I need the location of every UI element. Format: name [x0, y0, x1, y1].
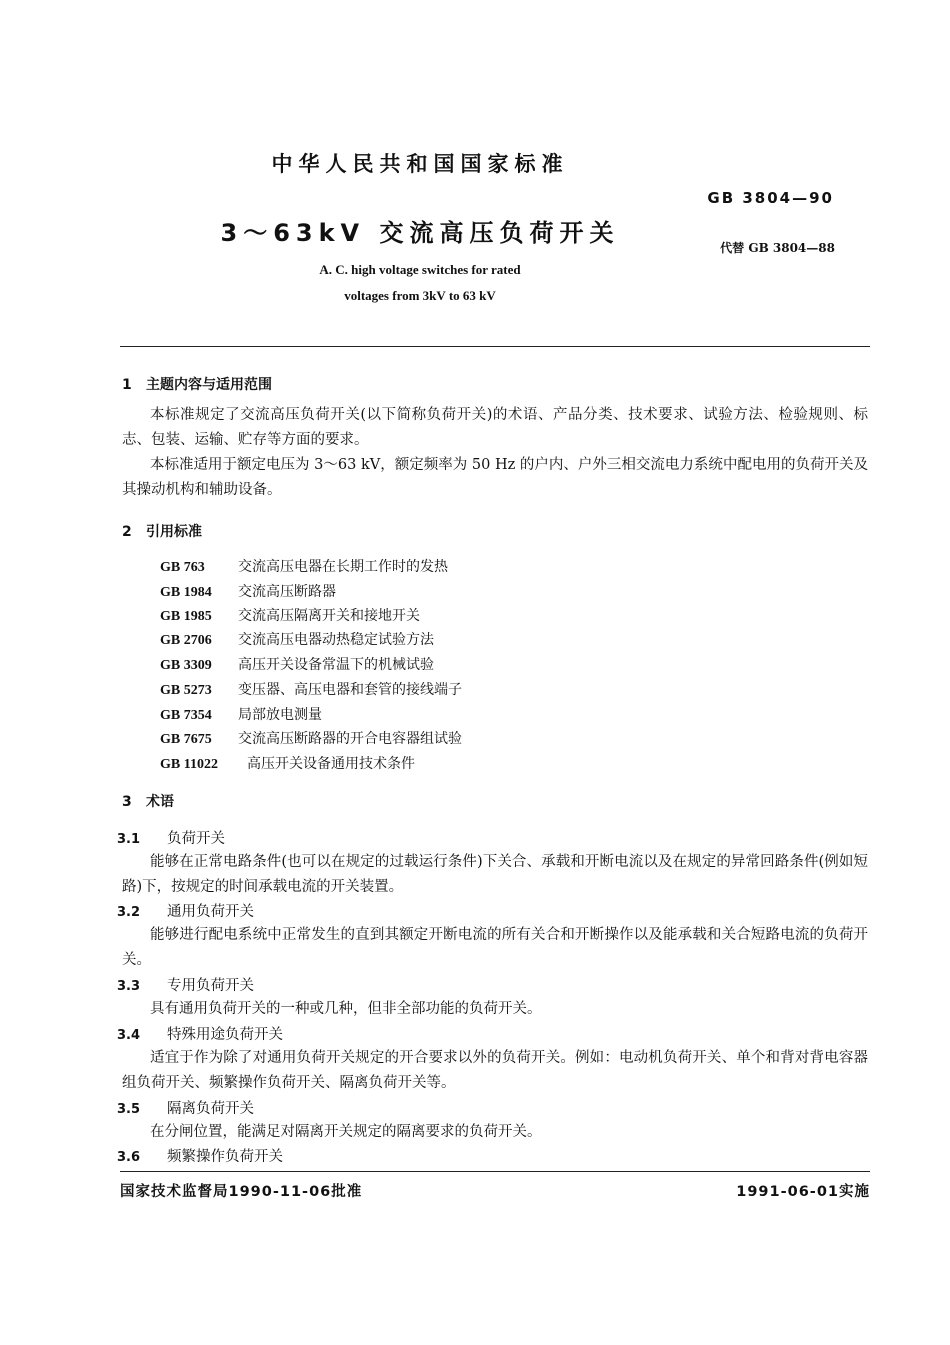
english-title-line-1: A. C. high voltage switches for rated	[319, 262, 521, 277]
section-2-heading	[122, 521, 202, 541]
term-title: 负荷开关	[167, 831, 225, 847]
term-heading	[117, 827, 225, 848]
term-heading	[117, 1145, 283, 1166]
section-title: 主题内容与适用范围	[146, 377, 272, 393]
reference-item	[160, 753, 415, 773]
replaces-standard: 代替 GB 3804—88	[720, 241, 835, 255]
reference-title: 高压开关设备通用技术条件	[247, 756, 415, 772]
term-heading	[117, 900, 254, 921]
section-number: 3	[122, 794, 132, 810]
reference-item	[160, 679, 462, 699]
approval-date: 国家技术监督局1990-11-06批准	[120, 1184, 363, 1200]
term-title: 频繁操作负荷开关	[167, 1149, 283, 1165]
reference-title: 变压器、高压电器和套管的接线端子	[238, 682, 462, 698]
reference-title: 交流高压断路器的开合电容器组试验	[238, 731, 462, 747]
header-divider	[120, 346, 870, 347]
reference-code: GB 7354	[160, 708, 212, 723]
section-number: 1	[122, 377, 132, 393]
standard-code: GB 3804—90	[707, 189, 834, 207]
section-1-paragraph-1: 本标准规定了交流高压负荷开关(以下简称负荷开关)的术语、产品分类、技术要求、试验方法、检验规则、标志、包装、运输、贮存等方面的要求。	[122, 407, 868, 448]
reference-code: GB 1985	[160, 609, 212, 624]
term-number: 3.6	[117, 1150, 141, 1165]
reference-code: GB 763	[160, 560, 205, 575]
section-3-heading	[122, 791, 174, 811]
term-title: 隔离负荷开关	[167, 1101, 254, 1117]
section-1-heading	[122, 374, 272, 394]
section-title: 引用标准	[146, 524, 202, 540]
reference-item	[160, 629, 434, 649]
term-definition: 能够进行配电系统中正常发生的直到其额定开断电流的所有关合和开断操作以及能承载和关合短路电流的负荷开关。	[122, 927, 868, 968]
reference-code: GB 11022	[160, 757, 218, 772]
reference-item	[160, 556, 448, 576]
reference-item	[160, 581, 336, 601]
term-title: 专用负荷开关	[167, 978, 254, 994]
term-heading	[117, 1097, 254, 1118]
reference-title: 交流高压电器在长期工作时的发热	[238, 559, 448, 575]
reference-title: 局部放电测量	[238, 707, 322, 723]
section-title: 术语	[146, 794, 174, 810]
reference-code: GB 1984	[160, 585, 212, 600]
term-number: 3.1	[117, 832, 141, 847]
reference-title: 交流高压断路器	[238, 584, 336, 600]
term-definition: 能够在正常电路条件(也可以在规定的过载运行条件)下关合、承载和开断电流以及在规定的异常回路条件(例如短路)下，按规定的时间承载电流的开关装置。	[122, 854, 868, 895]
reference-item	[160, 605, 420, 625]
document-title: 3～63kV 交流高压负荷开关	[220, 219, 620, 247]
footer-divider	[120, 1171, 870, 1172]
reference-code: GB 5273	[160, 683, 212, 698]
standard-type-heading: 中华人民共和国国家标准	[271, 152, 569, 176]
term-definition: 具有通用负荷开关的一种或几种，但非全部功能的负荷开关。	[150, 1001, 542, 1017]
reference-item	[160, 704, 322, 724]
term-heading	[117, 974, 254, 995]
section-1-paragraph-2: 本标准适用于额定电压为 3～63 kV，额定频率为 50 Hz 的户内、户外三相交流电力系统中配电用的负荷开关及其操动机构和辅助设备。	[122, 457, 868, 498]
reference-code: GB 7675	[160, 732, 212, 747]
reference-title: 高压开关设备常温下的机械试验	[238, 657, 434, 673]
term-title: 通用负荷开关	[167, 904, 254, 920]
english-title-line-2: voltages from 3kV to 63 kV	[344, 288, 496, 303]
section-number: 2	[122, 524, 132, 540]
reference-title: 交流高压隔离开关和接地开关	[238, 608, 420, 624]
term-number: 3.3	[117, 979, 141, 994]
reference-code: GB 3309	[160, 658, 212, 673]
reference-code: GB 2706	[160, 633, 212, 648]
term-title: 特殊用途负荷开关	[167, 1027, 283, 1043]
term-heading	[117, 1023, 283, 1044]
term-definition: 在分闸位置，能满足对隔离开关规定的隔离要求的负荷开关。	[150, 1124, 542, 1140]
implementation-date: 1991-06-01实施	[736, 1184, 870, 1200]
term-number: 3.2	[117, 905, 141, 920]
reference-item	[160, 728, 462, 748]
term-definition: 适宜于作为除了对通用负荷开关规定的开合要求以外的负荷开关。例如：电动机负荷开关、单个和背对背电容器组负荷开关、频繁操作负荷开关、隔离负荷开关等。	[122, 1050, 868, 1091]
reference-title: 交流高压电器动热稳定试验方法	[238, 632, 434, 648]
term-number: 3.4	[117, 1028, 141, 1043]
reference-item	[160, 654, 434, 674]
term-number: 3.5	[117, 1102, 141, 1117]
